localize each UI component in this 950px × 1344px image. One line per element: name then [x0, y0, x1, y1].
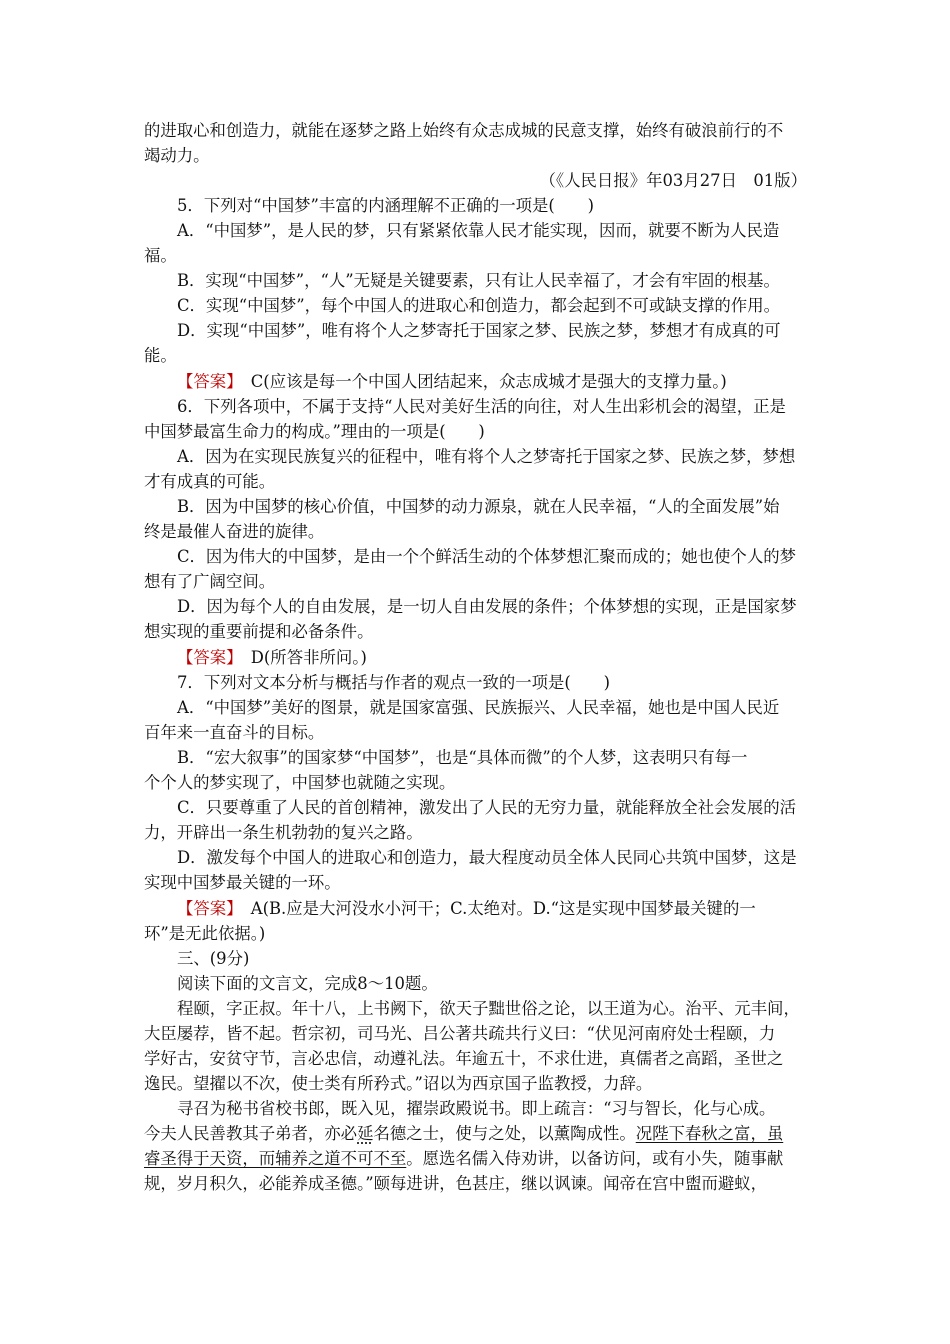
- option-a: A．“中国梦”，是人民的梦，只有紧紧依靠人民才能实现，因而，就要不断为人民造: [177, 221, 780, 240]
- classical-text-line: 大臣屡荐，皆不起。哲宗初，司马光、吕公著共疏共行义曰：“伏见河南府处士程颐，力: [144, 1024, 776, 1043]
- option-a-cont: 百年来一直奋斗的目标。: [144, 723, 325, 742]
- option-c-cont: 力，开辟出一条生机勃勃的复兴之路。: [144, 823, 423, 842]
- option-a: A．“中国梦”美好的图景，就是国家富强、民族振兴、人民幸福，她也是中国人民近: [177, 698, 780, 717]
- classical-text-line: [144, 1123, 809, 1145]
- answer-7-cont: 环”是无此依据。): [144, 924, 266, 943]
- text-segment: 名德之士，使与之处，以薰陶成性。: [373, 1124, 636, 1143]
- classical-text-line: 学好古，安贫守节，言必忠信，动遵礼法。年逾五十，不求仕进，真儒者之高蹈，圣世之: [144, 1049, 784, 1068]
- section-heading: 三、(9分): [177, 949, 250, 968]
- question-6: 6．下列各项中，不属于支持“人民对美好生活的向往，对人生出彩机会的渴望，正是: [177, 397, 786, 416]
- option-c: C．只要尊重了人民的首创精神，激发出了人民的无穷力量，就能释放全社会发展的活: [177, 798, 796, 817]
- answer-text: D(所答非所问。): [234, 648, 367, 667]
- question-7: 7．下列对文本分析与概括与作者的观点一致的一项是( ): [177, 673, 610, 692]
- answer-tag: 【答案】: [177, 648, 235, 667]
- answer-tag: 【答案】: [177, 372, 235, 391]
- option-b: B．因为中国梦的核心价值，中国梦的动力源泉，就在人民幸福，“人的全面发展”始: [177, 497, 780, 516]
- option-d: D．激发每个中国人的进取心和创造力，最大程度动员全体人民同心共筑中国梦，这是: [177, 848, 797, 867]
- option-d-cont: 实现中国梦最关键的一环。: [144, 873, 341, 892]
- dotted-word: 延: [357, 1124, 374, 1143]
- source-citation: （《人民日报》年03月27日 01版）: [539, 171, 807, 190]
- option-a: A．因为在实现民族复兴的征程中，唯有将个人之梦寄托于国家之梦、民族之梦，梦想: [177, 447, 796, 466]
- option-d: D．因为每个人的自由发展，是一切人自由发展的条件；个体梦想的实现，正是国家梦: [177, 597, 797, 616]
- option-d-cont: 能。: [144, 346, 177, 365]
- text-segment: 。愿选名儒入侍劝讲，以备访问，或有小失，随事献: [406, 1149, 784, 1168]
- classical-text-line: [144, 1148, 809, 1170]
- question-6-cont: 中国梦最富生命力的构成。”理由的一项是( ): [144, 422, 485, 441]
- answer-7: [177, 898, 842, 920]
- passage-line: 的进取心和创造力，就能在逐梦之路上始终有众志成城的民意支撑，始终有破浪前行的不: [144, 121, 784, 140]
- option-c: C．因为伟大的中国梦，是由一个个鲜活生动的个体梦想汇聚而成的；她也使个人的梦: [177, 547, 796, 566]
- classical-text-line: 逸民。望擢以不次，使士类有所矜式。”诏以为西京国子监教授，力辞。: [144, 1074, 653, 1093]
- answer-text: A(B.应是大河没水小河干；C.太绝对。D.“这是实现中国梦最关键的一: [234, 899, 756, 918]
- classical-text-line: 寻召为秘书省校书郎，既入见，擢崇政殿说书。即上疏言：“习与智长，化与心成。: [177, 1099, 776, 1118]
- option-b: B．“宏大叙事”的国家梦“中国梦”，也是“具体而微”的个人梦，这表明只有每一: [177, 748, 748, 767]
- instruction: 阅读下面的文言文，完成8～10题。: [177, 974, 438, 993]
- option-b-cont: 个个人的梦实现了，中国梦也就随之实现。: [144, 773, 456, 792]
- option-d-cont: 想实现的重要前提和必备条件。: [144, 622, 374, 641]
- passage-line: 竭动力。: [144, 146, 210, 165]
- answer-5: [177, 371, 842, 393]
- underlined-sentence: 况陛下春秋之富，虽: [635, 1124, 784, 1143]
- option-b: B．实现“中国梦”，“人”无疑是关键要素，只有让人民幸福了，才会有牢固的根基。: [177, 271, 780, 290]
- underlined-sentence: 睿圣得于天资，而辅养之道不可不至: [144, 1149, 407, 1168]
- classical-text-line: 程颐，字正叔。年十八，上书阙下，欲天子黜世俗之论，以王道为心。治平、元丰间，: [177, 999, 800, 1018]
- option-d: D．实现“中国梦”，唯有将个人之梦寄托于国家之梦、民族之梦，梦想才有成真的可: [177, 321, 781, 340]
- option-c: C．实现“中国梦”，每个中国人的进取心和创造力，都会起到不可或缺支撑的作用。: [177, 296, 780, 315]
- text-segment: 今夫人民善教其子弟者，亦必: [144, 1124, 358, 1143]
- option-a-cont: 福。: [144, 246, 177, 265]
- answer-6: [177, 647, 842, 669]
- answer-tag: 【答案】: [177, 899, 235, 918]
- option-a-cont: 才有成真的可能。: [144, 472, 276, 491]
- answer-text: C(应该是每一个中国人团结起来，众志成城才是强大的支撑力量。): [234, 372, 727, 391]
- option-b-cont: 终是最催人奋进的旋律。: [144, 522, 325, 541]
- question-5: 5．下列对“中国梦”丰富的内涵理解不正确的一项是( ): [177, 196, 594, 215]
- classical-text-line: 规，岁月积久，必能养成圣德。”颐每进讲，色甚庄，继以讽谏。闻帝在宫中盥而避蚁，: [144, 1174, 768, 1193]
- option-c-cont: 想有了广阔空间。: [144, 572, 276, 591]
